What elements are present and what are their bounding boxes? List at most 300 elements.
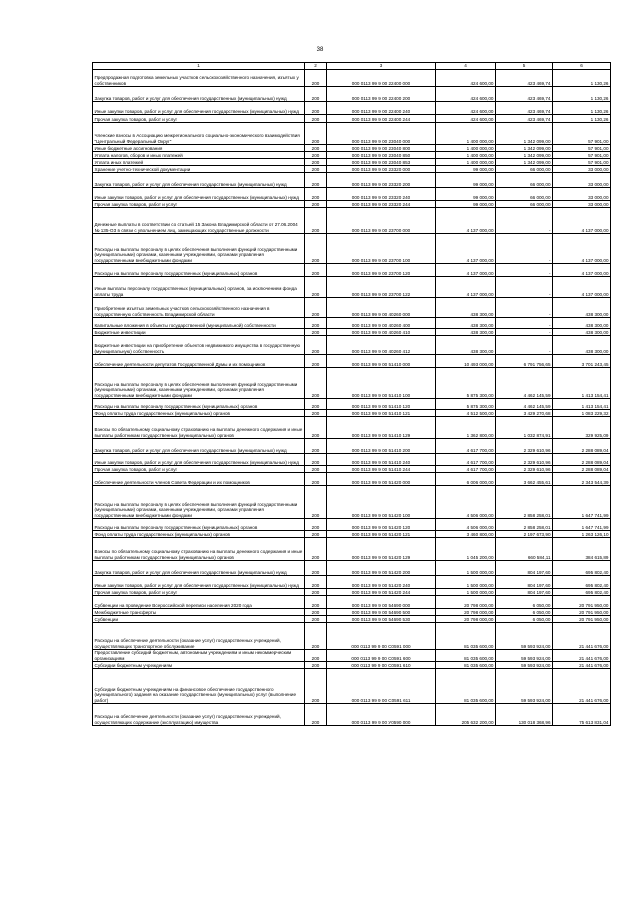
row-fact-cell: - bbox=[496, 208, 553, 234]
row-fact-cell: 6 050,00 bbox=[496, 609, 553, 616]
row-rest-cell: 21 441 676,00 bbox=[553, 623, 611, 650]
row-name-cell: Расходы на выплаты персоналу государственных (муниципальных) органов bbox=[93, 264, 305, 277]
row-code-cell: 200 bbox=[305, 208, 327, 234]
row-fact-cell: 2 329 610,96 bbox=[496, 439, 553, 454]
row-fact-cell: 804 197,60 bbox=[496, 576, 553, 589]
row-kbk-cell: 000 0113 99 9 00 51410 000 bbox=[327, 355, 436, 368]
row-kbk-cell: 000 0113 99 9 00 51420 240 bbox=[327, 576, 436, 589]
row-kbk-cell: 000 0113 99 9 00 40260 412 bbox=[327, 336, 436, 355]
row-rest-cell: 1 647 741,99 bbox=[553, 486, 611, 519]
row-rest-cell: 57 901,00 bbox=[553, 159, 611, 166]
table-row bbox=[93, 662, 611, 669]
row-rest-cell: 1 647 741,99 bbox=[553, 519, 611, 531]
header-cell: 2 bbox=[305, 63, 327, 70]
row-code-cell: 200 bbox=[305, 473, 327, 486]
row-fact-cell: 423 469,74 bbox=[496, 102, 553, 115]
row-code-cell: 200 bbox=[305, 173, 327, 188]
row-kbk-cell: 000 0113 99 9 00 23320 244 bbox=[327, 201, 436, 208]
table-row bbox=[93, 264, 611, 277]
row-fact-cell: 59 593 924,00 bbox=[496, 623, 553, 650]
row-kbk-cell: 000 0113 99 9 00 51420 120 bbox=[327, 519, 436, 531]
table-row bbox=[93, 368, 611, 399]
row-plan-cell: 4 137 000,00 bbox=[436, 234, 496, 264]
table-row bbox=[93, 538, 611, 561]
row-name-cell: Закупка товаров, работ и услуг для обеспечения государственных (муниципальных) нужд bbox=[93, 173, 305, 188]
row-name-cell: Приобретение изъятых земельных участков сельскохозяйственного назначения в государственную собственность Владимирской области bbox=[93, 298, 305, 318]
row-kbk-cell: 000 0113 99 9 00 23040 000 bbox=[327, 123, 436, 145]
table-row bbox=[93, 589, 611, 596]
table-row bbox=[93, 473, 611, 486]
row-fact-cell: 4 462 145,59 bbox=[496, 399, 553, 410]
row-name-cell: Расходы на выплаты персоналу в целях обеспечения выполнения функций государственными (муниципальными) органами, казенными учреждениями, органами управления государственными внебюджетными фондами bbox=[93, 234, 305, 264]
row-code-cell: 200 bbox=[305, 669, 327, 704]
table-row bbox=[93, 329, 611, 336]
row-kbk-cell: 000 0113 99 9 00 51420 121 bbox=[327, 531, 436, 538]
table-row bbox=[93, 417, 611, 439]
row-code-cell: 200 bbox=[305, 115, 327, 123]
table-row bbox=[93, 669, 611, 704]
row-fact-cell: 1 342 099,00 bbox=[496, 145, 553, 152]
row-name-cell: Иные закупки товаров, работ и услуг для обеспечения государственных (муниципальных) нужд bbox=[93, 188, 305, 201]
table-row bbox=[93, 115, 611, 123]
table-row bbox=[93, 277, 611, 298]
table-row bbox=[93, 616, 611, 623]
table-row bbox=[93, 399, 611, 410]
row-code-cell: 200 bbox=[305, 355, 327, 368]
row-fact-cell: 59 593 924,00 bbox=[496, 669, 553, 704]
row-plan-cell: 20 798 000,00 bbox=[436, 596, 496, 609]
row-name-cell: Закупка товаров, работ и услуг для обеспечения государственных (муниципальных) нужд bbox=[93, 87, 305, 102]
table-row bbox=[93, 166, 611, 173]
row-name-cell: Бюджетные инвестиции bbox=[93, 329, 305, 336]
row-kbk-cell: 000 0113 99 9 00 51410 129 bbox=[327, 417, 436, 439]
table-row bbox=[93, 410, 611, 417]
row-rest-cell: 2 343 544,39 bbox=[553, 473, 611, 486]
row-kbk-cell: 000 0113 99 9 00 51420 129 bbox=[327, 538, 436, 561]
row-kbk-cell: 000 0113 99 9 00 22400 200 bbox=[327, 87, 436, 102]
row-fact-cell: 6 050,00 bbox=[496, 616, 553, 623]
row-rest-cell: 695 802,40 bbox=[553, 589, 611, 596]
row-rest-cell: 1 130,26 bbox=[553, 102, 611, 115]
table-row bbox=[93, 159, 611, 166]
row-plan-cell: 4 617 700,00 bbox=[436, 439, 496, 454]
row-rest-cell: 1 130,26 bbox=[553, 115, 611, 123]
table-row bbox=[93, 519, 611, 531]
row-kbk-cell: 000 0113 99 9 00 23700 120 bbox=[327, 264, 436, 277]
row-plan-cell: 1 045 200,00 bbox=[436, 538, 496, 561]
row-rest-cell: 57 901,00 bbox=[553, 145, 611, 152]
row-kbk-cell: 000 0113 99 9 00 40260 400 bbox=[327, 318, 436, 329]
row-fact-cell: 1 342 099,00 bbox=[496, 159, 553, 166]
row-plan-cell: 4 506 000,00 bbox=[436, 519, 496, 531]
row-fact-cell: - bbox=[496, 264, 553, 277]
row-plan-cell: 81 035 600,00 bbox=[436, 662, 496, 669]
row-code-cell: 200 bbox=[305, 102, 327, 115]
row-kbk-cell: 000 0113 99 9 00 23320 200 bbox=[327, 173, 436, 188]
row-name-cell: Закупка товаров, работ и услуг для обеспечения государственных (муниципальных) нужд bbox=[93, 561, 305, 576]
table-row bbox=[93, 87, 611, 102]
row-plan-cell: 81 035 600,00 bbox=[436, 669, 496, 704]
row-plan-cell: 81 035 600,00 bbox=[436, 623, 496, 650]
row-fact-cell: 660 584,11 bbox=[496, 538, 553, 561]
row-plan-cell: 1 500 000,00 bbox=[436, 589, 496, 596]
row-name-cell: Иные закупки товаров, работ и услуг для обеспечения государственных (муниципальных) нужд bbox=[93, 576, 305, 589]
row-name-cell: Расходы на выплаты персоналу государственных (муниципальных) органов bbox=[93, 519, 305, 531]
row-fact-cell: 423 469,74 bbox=[496, 115, 553, 123]
row-plan-cell: 4 137 000,00 bbox=[436, 208, 496, 234]
row-code-cell: 200 bbox=[305, 623, 327, 650]
row-name-cell: Закупка товаров, работ и услуг для обеспечения государственных (муниципальных) нужд bbox=[93, 439, 305, 454]
row-rest-cell: 20 791 950,00 bbox=[553, 616, 611, 623]
row-code-cell: 200 bbox=[305, 538, 327, 561]
row-rest-cell: 438 300,00 bbox=[553, 336, 611, 355]
header-cell: 5 bbox=[496, 63, 553, 70]
row-code-cell: 200 bbox=[305, 123, 327, 145]
row-code-cell: 200 bbox=[305, 454, 327, 466]
row-fact-cell: 804 197,60 bbox=[496, 589, 553, 596]
table-row bbox=[93, 145, 611, 152]
row-kbk-cell: 000 0113 99 9 00 51410 244 bbox=[327, 466, 436, 473]
table-row bbox=[93, 188, 611, 201]
row-name-cell: Прочая закупка товаров, работ и услуг bbox=[93, 466, 305, 473]
row-plan-cell: 99 000,00 bbox=[436, 188, 496, 201]
row-plan-cell: 20 798 000,00 bbox=[436, 609, 496, 616]
row-fact-cell: 3 429 270,68 bbox=[496, 410, 553, 417]
row-kbk-cell: 000 0113 99 9 00 22400 244 bbox=[327, 115, 436, 123]
row-kbk-cell: 000 0113 99 9 00 С0591 000 bbox=[327, 623, 436, 650]
row-plan-cell: 4 506 000,00 bbox=[436, 486, 496, 519]
row-plan-cell: 424 600,00 bbox=[436, 102, 496, 115]
table-row bbox=[93, 208, 611, 234]
row-fact-cell: 130 018 368,96 bbox=[496, 704, 553, 726]
row-fact-cell: - bbox=[496, 234, 553, 264]
table-row bbox=[93, 576, 611, 589]
row-fact-cell: 2 329 610,96 bbox=[496, 454, 553, 466]
row-code-cell: 200 bbox=[305, 704, 327, 726]
row-code-cell: 200 bbox=[305, 616, 327, 623]
row-code-cell: 200 bbox=[305, 298, 327, 318]
table-row bbox=[93, 123, 611, 145]
row-code-cell: 200 bbox=[305, 329, 327, 336]
row-name-cell: Уплата иных платежей bbox=[93, 159, 305, 166]
row-name-cell: Взносы по обязательному социальному страхованию на выплаты денежного содержания и иные выплаты работникам государственных (муниципальных) органов bbox=[93, 417, 305, 439]
row-plan-cell: 1 400 000,00 bbox=[436, 152, 496, 159]
header-cell: 1 bbox=[93, 63, 305, 70]
header-row bbox=[93, 63, 611, 70]
row-plan-cell: 1 500 000,00 bbox=[436, 576, 496, 589]
row-name-cell: Взносы по обязательному социальному страхованию на выплаты денежного содержания и иные выплаты работникам государственных (муниципальных) органов bbox=[93, 538, 305, 561]
row-rest-cell: 21 441 676,00 bbox=[553, 669, 611, 704]
row-plan-cell: 1 362 800,00 bbox=[436, 417, 496, 439]
row-rest-cell: 1 130,26 bbox=[553, 87, 611, 102]
header-cell: 6 bbox=[553, 63, 611, 70]
row-plan-cell: 1 500 000,00 bbox=[436, 561, 496, 576]
row-rest-cell: 33 000,00 bbox=[553, 188, 611, 201]
row-name-cell: Иные выплаты персоналу государственных (муниципальных) органов, за исключением фонда оплаты труда bbox=[93, 277, 305, 298]
table-row bbox=[93, 596, 611, 609]
row-fact-cell: 1 342 099,00 bbox=[496, 152, 553, 159]
row-name-cell: Капитальные вложения в объекты государственной (муниципальной) собственности bbox=[93, 318, 305, 329]
row-kbk-cell: 000 0113 99 9 00 40260 410 bbox=[327, 329, 436, 336]
row-fact-cell: 2 197 673,90 bbox=[496, 531, 553, 538]
table-row bbox=[93, 173, 611, 188]
row-plan-cell: 5 875 300,00 bbox=[436, 399, 496, 410]
row-code-cell: 200 bbox=[305, 318, 327, 329]
row-plan-cell: 99 000,00 bbox=[436, 173, 496, 188]
row-plan-cell: 3 460 800,00 bbox=[436, 531, 496, 538]
row-code-cell: 200 bbox=[305, 264, 327, 277]
row-kbk-cell: 000 0113 99 9 00 54690 000 bbox=[327, 596, 436, 609]
row-fact-cell: 66 000,00 bbox=[496, 173, 553, 188]
row-kbk-cell: 000 0113 99 9 00 22400 000 bbox=[327, 70, 436, 87]
row-kbk-cell: 000 0113 99 9 00 22400 240 bbox=[327, 102, 436, 115]
row-rest-cell: 329 925,09 bbox=[553, 417, 611, 439]
row-rest-cell: 2 288 089,04 bbox=[553, 439, 611, 454]
row-rest-cell: 75 613 831,04 bbox=[553, 704, 611, 726]
row-fact-cell: 4 462 145,59 bbox=[496, 368, 553, 399]
table-row bbox=[93, 466, 611, 473]
row-fact-cell: 3 662 455,61 bbox=[496, 473, 553, 486]
row-fact-cell: - bbox=[496, 329, 553, 336]
row-code-cell: 200 bbox=[305, 596, 327, 609]
row-code-cell: 200 bbox=[305, 531, 327, 538]
row-name-cell: Обеспечение деятельности депутатов Государственной Думы и их помощников bbox=[93, 355, 305, 368]
row-kbk-cell: 000 0113 99 9 00 51420 244 bbox=[327, 589, 436, 596]
table-row bbox=[93, 201, 611, 208]
row-kbk-cell: 000 0113 99 9 00 У0590 000 bbox=[327, 704, 436, 726]
row-kbk-cell: 000 0113 99 9 00 51410 120 bbox=[327, 399, 436, 410]
row-rest-cell: 1 413 154,41 bbox=[553, 368, 611, 399]
row-name-cell: Членские взносы в Ассоциацию межрегионального социально-экономического взаимодействия "Центральный Федеральный Округ" bbox=[93, 123, 305, 145]
table-row bbox=[93, 704, 611, 726]
row-kbk-cell: 000 0113 99 9 00 23320 240 bbox=[327, 188, 436, 201]
row-fact-cell: 2 858 258,01 bbox=[496, 486, 553, 519]
row-kbk-cell: 000 0113 99 9 00 С0591 600 bbox=[327, 650, 436, 662]
row-code-cell: 200 bbox=[305, 166, 327, 173]
row-plan-cell: 4 512 500,00 bbox=[436, 410, 496, 417]
row-rest-cell: 4 137 000,00 bbox=[553, 264, 611, 277]
row-rest-cell: 2 288 089,04 bbox=[553, 454, 611, 466]
row-rest-cell: 33 000,00 bbox=[553, 173, 611, 188]
row-rest-cell: 438 300,00 bbox=[553, 298, 611, 318]
row-name-cell: Иные закупки товаров, работ и услуг для обеспечения государственных (муниципальных) нужд bbox=[93, 454, 305, 466]
row-plan-cell: 6 006 000,00 bbox=[436, 473, 496, 486]
row-plan-cell: 4 617 700,00 bbox=[436, 466, 496, 473]
row-code-cell: 200 bbox=[305, 410, 327, 417]
row-kbk-cell: 000 0113 99 9 00 23040 853 bbox=[327, 159, 436, 166]
row-plan-cell: 205 632 200,00 bbox=[436, 704, 496, 726]
table-row bbox=[93, 152, 611, 159]
row-code-cell: 200 bbox=[305, 439, 327, 454]
row-rest-cell: 57 901,00 bbox=[553, 152, 611, 159]
row-kbk-cell: 000 0113 99 9 00 С0591 611 bbox=[327, 669, 436, 704]
row-fact-cell: 66 000,00 bbox=[496, 201, 553, 208]
row-rest-cell: 1 413 154,41 bbox=[553, 399, 611, 410]
row-name-cell: Фонд оплаты труда государственных (муниципальных) органов bbox=[93, 410, 305, 417]
row-code-cell: 200 bbox=[305, 486, 327, 519]
row-rest-cell: 57 901,00 bbox=[553, 123, 611, 145]
row-plan-cell: 424 600,00 bbox=[436, 70, 496, 87]
row-code-cell: 200 bbox=[305, 87, 327, 102]
page-number: 38 bbox=[316, 47, 324, 53]
row-fact-cell: 66 000,00 bbox=[496, 188, 553, 201]
row-fact-cell: 423 469,74 bbox=[496, 70, 553, 87]
row-rest-cell: 1 130,26 bbox=[553, 70, 611, 87]
row-fact-cell: - bbox=[496, 298, 553, 318]
table-row bbox=[93, 318, 611, 329]
row-fact-cell: 2 858 258,01 bbox=[496, 519, 553, 531]
row-kbk-cell: 000 0113 99 9 00 51410 121 bbox=[327, 410, 436, 417]
row-rest-cell: 384 615,89 bbox=[553, 538, 611, 561]
row-fact-cell: 66 000,00 bbox=[496, 166, 553, 173]
header-cell: 4 bbox=[436, 63, 496, 70]
row-name-cell: Предоставление субсидий бюджетным, автономным учреждениям и иным некоммерческим организациям bbox=[93, 650, 305, 662]
row-kbk-cell: 000 0113 99 9 00 51420 000 bbox=[327, 473, 436, 486]
table-row bbox=[93, 650, 611, 662]
table-row bbox=[93, 102, 611, 115]
row-code-cell: 200 bbox=[305, 145, 327, 152]
row-plan-cell: 20 798 000,00 bbox=[436, 616, 496, 623]
row-code-cell: 200 bbox=[305, 188, 327, 201]
row-rest-cell: 20 791 950,00 bbox=[553, 596, 611, 609]
row-fact-cell: 1 032 874,91 bbox=[496, 417, 553, 439]
row-fact-cell: 804 197,60 bbox=[496, 561, 553, 576]
row-plan-cell: 438 300,00 bbox=[436, 329, 496, 336]
table-row bbox=[93, 298, 611, 318]
row-fact-cell: 59 593 924,00 bbox=[496, 662, 553, 669]
row-name-cell: Прочая закупка товаров, работ и услуг bbox=[93, 115, 305, 123]
row-fact-cell: 2 329 610,96 bbox=[496, 466, 553, 473]
row-kbk-cell: 000 0113 99 9 00 С0591 610 bbox=[327, 662, 436, 669]
row-code-cell: 200 bbox=[305, 561, 327, 576]
row-rest-cell: 438 300,00 bbox=[553, 318, 611, 329]
table-body bbox=[93, 70, 611, 726]
row-kbk-cell: 000 0113 99 9 00 51420 200 bbox=[327, 561, 436, 576]
row-plan-cell: 424 600,00 bbox=[436, 87, 496, 102]
row-name-cell: Иные закупки товаров, работ и услуг для обеспечения государственных (муниципальных) нужд bbox=[93, 102, 305, 115]
row-plan-cell: 4 617 700,00 bbox=[436, 454, 496, 466]
row-plan-cell: 438 300,00 bbox=[436, 336, 496, 355]
row-name-cell: Расходы на выплаты персоналу государственных (муниципальных) органов bbox=[93, 399, 305, 410]
row-kbk-cell: 000 0113 99 9 00 23700 000 bbox=[327, 208, 436, 234]
row-code-cell: 200 bbox=[305, 662, 327, 669]
row-kbk-cell: 000 0113 99 9 00 51410 200 bbox=[327, 439, 436, 454]
row-plan-cell: 99 000,00 bbox=[436, 201, 496, 208]
row-fact-cell: 6 791 756,65 bbox=[496, 355, 553, 368]
row-name-cell: Хранение учетно-технической документации bbox=[93, 166, 305, 173]
row-rest-cell: 1 083 229,32 bbox=[553, 410, 611, 417]
row-code-cell: 200 bbox=[305, 576, 327, 589]
table-row bbox=[93, 234, 611, 264]
row-fact-cell: 6 050,00 bbox=[496, 596, 553, 609]
row-code-cell: 200 bbox=[305, 234, 327, 264]
row-code-cell: 200 bbox=[305, 399, 327, 410]
row-name-cell: Прочая закупка товаров, работ и услуг bbox=[93, 201, 305, 208]
row-fact-cell: - bbox=[496, 318, 553, 329]
row-rest-cell: 4 137 000,00 bbox=[553, 208, 611, 234]
row-code-cell: 200 bbox=[305, 336, 327, 355]
row-name-cell: Субвенции bbox=[93, 616, 305, 623]
row-kbk-cell: 000 0113 99 9 00 23040 800 bbox=[327, 145, 436, 152]
row-rest-cell: 33 000,00 bbox=[553, 201, 611, 208]
table-row bbox=[93, 439, 611, 454]
table-row bbox=[93, 561, 611, 576]
row-fact-cell: - bbox=[496, 336, 553, 355]
row-name-cell: Обеспечение деятельности членов Совета Федерации и их помощников bbox=[93, 473, 305, 486]
row-rest-cell: 4 137 000,00 bbox=[553, 277, 611, 298]
row-name-cell: Денежные выплаты в соответствии со статьей 15 Закона Владимирской области от 27.06.2004 № 135-ОЗ в связи с увольнением лиц, замещающих государственные должности bbox=[93, 208, 305, 234]
row-name-cell: Иные бюджетные ассигнования bbox=[93, 145, 305, 152]
row-plan-cell: 1 400 000,00 bbox=[436, 159, 496, 166]
row-code-cell: 200 bbox=[305, 277, 327, 298]
row-rest-cell: 2 288 089,04 bbox=[553, 466, 611, 473]
row-kbk-cell: 000 0113 99 9 00 23040 850 bbox=[327, 152, 436, 159]
row-kbk-cell: 000 0113 99 9 00 23320 000 bbox=[327, 166, 436, 173]
table-row bbox=[93, 454, 611, 466]
row-plan-cell: 4 137 000,00 bbox=[436, 264, 496, 277]
row-plan-cell: 5 875 300,00 bbox=[436, 368, 496, 399]
row-code-cell: 200 bbox=[305, 417, 327, 439]
row-kbk-cell: 000 0113 99 9 00 51410 100 bbox=[327, 368, 436, 399]
row-code-cell: 200 bbox=[305, 201, 327, 208]
row-plan-cell: 438 300,00 bbox=[436, 298, 496, 318]
row-fact-cell: 1 342 099,00 bbox=[496, 123, 553, 145]
row-plan-cell: 4 137 000,00 bbox=[436, 277, 496, 298]
row-code-cell: 200 bbox=[305, 70, 327, 87]
row-kbk-cell: 000 0113 99 9 00 54690 530 bbox=[327, 616, 436, 623]
row-kbk-cell: 000 0113 99 9 00 51410 240 bbox=[327, 454, 436, 466]
row-name-cell: Бюджетные инвестиции на приобретение объектов недвижимого имущества в государственную (муниципальную) собственность bbox=[93, 336, 305, 355]
row-name-cell: Субсидии бюджетным учреждениям bbox=[93, 662, 305, 669]
row-name-cell: Расходы на выплаты персоналу в целях обеспечения выполнения функций государственными (муниципальными) органами, казенными учреждениями, органами управления государственными внебюджетными фондами bbox=[93, 368, 305, 399]
row-rest-cell: 695 802,40 bbox=[553, 561, 611, 576]
row-code-cell: 200 bbox=[305, 466, 327, 473]
row-code-cell: 200 bbox=[305, 650, 327, 662]
table-row bbox=[93, 609, 611, 616]
row-rest-cell: 695 802,40 bbox=[553, 576, 611, 589]
table-row bbox=[93, 623, 611, 650]
row-kbk-cell: 000 0113 99 9 00 54690 500 bbox=[327, 609, 436, 616]
row-plan-cell: 99 000,00 bbox=[436, 166, 496, 173]
row-plan-cell: 1 400 000,00 bbox=[436, 145, 496, 152]
table-row bbox=[93, 70, 611, 87]
row-name-cell: Расходы на выплаты персоналу в целях обеспечения выполнения функций государственными (муниципальными) органами, казенными учреждениями, органами управления государственными внебюджетными фондами bbox=[93, 486, 305, 519]
row-rest-cell: 21 441 676,00 bbox=[553, 650, 611, 662]
row-rest-cell: 33 000,00 bbox=[553, 166, 611, 173]
row-code-cell: 200 bbox=[305, 589, 327, 596]
row-name-cell: Субсидии бюджетным учреждениям на финансовое обеспечение государственного (муниципального) задания на оказание государственных (муниципальных) услуг (выполнение работ) bbox=[93, 669, 305, 704]
row-code-cell: 200 bbox=[305, 609, 327, 616]
row-code-cell: 200 bbox=[305, 368, 327, 399]
row-name-cell: Прочая закупка товаров, работ и услуг bbox=[93, 589, 305, 596]
row-name-cell: Предпродажная подготовка земельных участков сельскохозяйственного назначения, изъятых у собственников bbox=[93, 70, 305, 87]
row-name-cell: Расходы на обеспечение деятельности (оказание услуг) государственных учреждений, осуществляющих содержание (эксплуатацию) имущества bbox=[93, 704, 305, 726]
row-plan-cell: 81 035 600,00 bbox=[436, 650, 496, 662]
row-fact-cell: - bbox=[496, 277, 553, 298]
table-row bbox=[93, 336, 611, 355]
row-fact-cell: 59 593 924,00 bbox=[496, 650, 553, 662]
header-cell: 3 bbox=[327, 63, 436, 70]
row-name-cell: Расходы на обеспечение деятельности (оказание услуг) государственных учреждений, осуществляющих транспортное обслуживание bbox=[93, 623, 305, 650]
row-rest-cell: 4 137 000,00 bbox=[553, 234, 611, 264]
row-rest-cell: 20 791 950,00 bbox=[553, 609, 611, 616]
table-row bbox=[93, 531, 611, 538]
table-row bbox=[93, 355, 611, 368]
row-plan-cell: 1 400 000,00 bbox=[436, 123, 496, 145]
row-code-cell: 200 bbox=[305, 152, 327, 159]
row-rest-cell: 3 701 243,45 bbox=[553, 355, 611, 368]
row-fact-cell: 423 469,74 bbox=[496, 87, 553, 102]
